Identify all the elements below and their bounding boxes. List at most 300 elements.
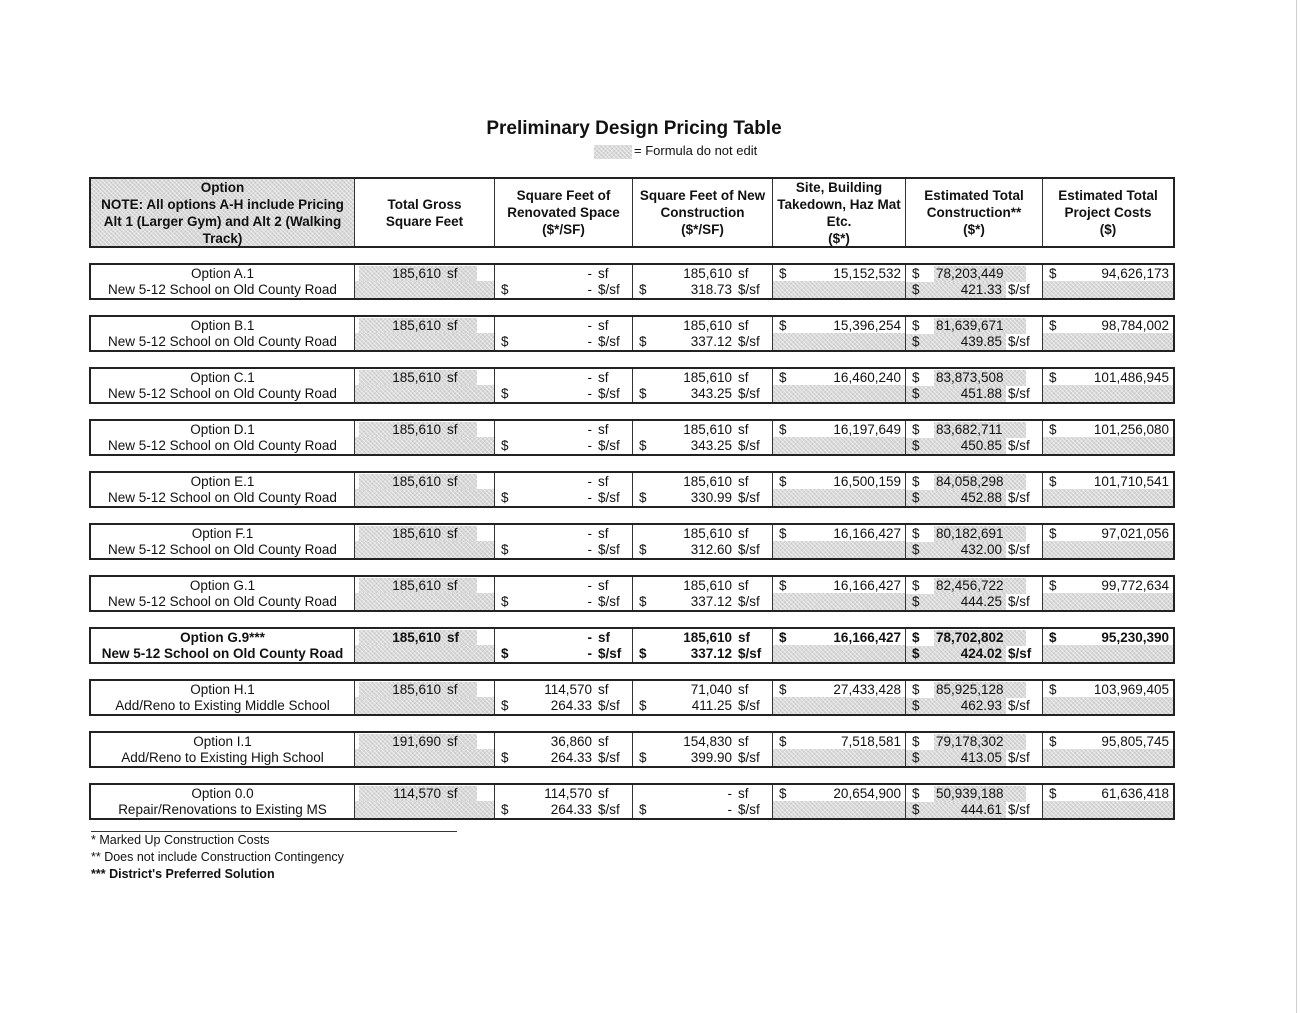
dollar-sign: $ (501, 594, 509, 609)
dollar-sign: $ (912, 750, 920, 765)
gross-value: 114,570 (393, 786, 441, 801)
new-sf-unit: sf (738, 526, 749, 541)
dollar-sign: $ (912, 490, 920, 505)
site-cell (773, 265, 906, 298)
site-cell (773, 577, 906, 610)
dollar-sign: $ (779, 474, 787, 489)
dollar-sign: $ (639, 646, 647, 661)
option-description: Add/Reno to Existing High School (121, 750, 324, 765)
option-cell (91, 317, 355, 350)
renovated-cell (495, 629, 633, 662)
formula-fill (1043, 489, 1173, 506)
dollar-sign: $ (912, 698, 920, 713)
project-cell (1043, 785, 1173, 818)
new-psf-unit: $/sf (738, 282, 760, 297)
project-total: 103,969,405 (1093, 682, 1169, 697)
renovated-cell (495, 785, 633, 818)
new-sf-unit: sf (738, 682, 749, 697)
table-row (89, 575, 1175, 612)
dollar-sign: $ (1049, 682, 1057, 697)
renovated-cost-psf: 264.33 (550, 802, 592, 817)
formula-fill (1043, 385, 1173, 402)
construction-total: 80,182,691 (934, 526, 1026, 542)
site-cell (773, 629, 906, 662)
dollar-sign: $ (1049, 526, 1057, 541)
construction-cell (906, 473, 1043, 506)
formula-fill (355, 385, 494, 402)
dollar-sign: $ (779, 526, 787, 541)
construction-cell (906, 317, 1043, 350)
new-sf-unit: sf (738, 370, 749, 385)
dollar-sign: $ (639, 698, 647, 713)
renovated-cell (495, 317, 633, 350)
construction-psf: 424.02 (960, 646, 1002, 661)
dollar-sign: $ (501, 698, 509, 713)
new-construction-cell (633, 525, 773, 558)
renovated-sf: - (587, 422, 592, 437)
formula-fill (355, 541, 494, 558)
formula-fill (1043, 697, 1173, 714)
new-psf-unit: $/sf (738, 646, 762, 661)
new-cost-psf: 411.25 (691, 698, 732, 713)
gross-unit: sf (447, 318, 458, 333)
formula-fill (1043, 749, 1173, 766)
header-total-gross: Total Gross Square Feet (355, 179, 495, 246)
site-cell (773, 785, 906, 818)
renovated-cost-psf: - (587, 646, 592, 661)
site-cost: 16,500,159 (833, 474, 901, 489)
dollar-sign: $ (639, 802, 647, 817)
new-construction-cell (633, 317, 773, 350)
renovated-cost-psf: - (587, 542, 592, 557)
gross-formula (359, 526, 477, 542)
new-construction-cell (633, 473, 773, 506)
renovated-psf-unit: $/sf (598, 490, 620, 505)
gross-cell (355, 629, 495, 662)
project-cell (1043, 681, 1173, 714)
formula-fill (355, 437, 494, 454)
new-cost-psf: 330.99 (690, 490, 732, 505)
new-sf-unit: sf (738, 734, 749, 749)
site-cell (773, 681, 906, 714)
dollar-sign: $ (1049, 474, 1057, 489)
construction-psf-unit: $/sf (1006, 490, 1042, 506)
project-cell (1043, 629, 1173, 662)
gross-unit: sf (447, 526, 458, 541)
gross-cell (355, 473, 495, 506)
gross-cell (355, 421, 495, 454)
new-cost-psf: 337.12 (690, 594, 732, 609)
new-sf-unit: sf (738, 266, 749, 281)
dollar-sign: $ (912, 578, 920, 593)
gross-unit: sf (447, 630, 460, 645)
gross-value: 185,610 (392, 682, 441, 697)
dollar-sign: $ (501, 438, 509, 453)
project-cell (1043, 369, 1173, 402)
formula-fill (1043, 541, 1173, 558)
formula-legend (594, 143, 757, 159)
construction-psf: 451.88 (960, 386, 1002, 401)
dollar-sign: $ (912, 370, 920, 385)
construction-cell (906, 265, 1043, 298)
new-psf-unit: $/sf (738, 750, 760, 765)
gross-formula (359, 630, 477, 646)
table-header (89, 177, 1175, 248)
renovated-sf-unit: sf (598, 682, 609, 697)
renovated-cost-psf: - (587, 334, 592, 349)
dollar-sign: $ (912, 474, 920, 489)
site-cell (773, 733, 906, 766)
option-description: New 5-12 School on Old County Road (108, 282, 337, 297)
formula-fill (355, 333, 494, 350)
site-cost: 7,518,581 (840, 734, 901, 749)
gross-value: 185,610 (392, 578, 441, 593)
option-cell (91, 473, 355, 506)
new-psf-unit: $/sf (738, 490, 760, 505)
dollar-sign: $ (912, 422, 920, 437)
new-sf: 185,610 (683, 630, 732, 645)
site-cost: 15,152,532 (833, 266, 901, 281)
option-cell (91, 421, 355, 454)
renovated-sf-unit: sf (598, 630, 611, 645)
table-row (89, 471, 1175, 508)
renovated-cell (495, 525, 633, 558)
renovated-psf-unit: $/sf (598, 646, 622, 661)
gross-formula (359, 682, 477, 698)
renovated-sf: 114,570 (544, 786, 592, 801)
site-cell (773, 421, 906, 454)
renovated-sf: - (587, 370, 592, 385)
table-row (89, 731, 1175, 768)
option-description: New 5-12 School on Old County Road (108, 334, 337, 349)
formula-fill (355, 489, 494, 506)
gross-cell (355, 733, 495, 766)
gross-cell (355, 785, 495, 818)
option-cell (91, 785, 355, 818)
dollar-sign: $ (779, 266, 787, 281)
gross-unit: sf (447, 682, 458, 697)
construction-cell (906, 629, 1043, 662)
new-sf-unit: sf (738, 474, 749, 489)
project-cell (1043, 265, 1173, 298)
site-cost: 16,166,427 (833, 630, 901, 645)
formula-fill (1043, 437, 1173, 454)
renovated-cell (495, 265, 633, 298)
site-cost: 15,396,254 (833, 318, 901, 333)
table-row (89, 315, 1175, 352)
dollar-sign: $ (1049, 370, 1057, 385)
option-name: Option E.1 (190, 474, 255, 489)
formula-fill (355, 749, 494, 766)
dollar-sign: $ (639, 282, 647, 297)
new-psf-unit: $/sf (738, 438, 760, 453)
renovated-sf: - (587, 318, 592, 333)
dollar-sign: $ (501, 646, 509, 661)
new-sf: 185,610 (683, 370, 732, 385)
option-description: New 5-12 School on Old County Road (108, 438, 337, 453)
renovated-sf-unit: sf (598, 474, 609, 489)
construction-total: 85,925,128 (934, 682, 1026, 698)
construction-psf: 450.85 (960, 438, 1002, 453)
renovated-psf-unit: $/sf (598, 438, 620, 453)
new-sf-unit: sf (738, 578, 749, 593)
renovated-sf-unit: sf (598, 578, 609, 593)
dollar-sign: $ (1049, 630, 1057, 645)
construction-total: 84,058,298 (934, 474, 1026, 490)
construction-cell (906, 733, 1043, 766)
header-est-construction: Estimated Total Construction** ($*) (906, 179, 1043, 246)
option-cell (91, 265, 355, 298)
construction-psf-unit: $/sf (1006, 646, 1042, 662)
dollar-sign: $ (639, 542, 647, 557)
dollar-sign: $ (912, 334, 920, 349)
new-psf-unit: $/sf (738, 542, 760, 557)
gross-cell (355, 577, 495, 610)
construction-total: 50,939,188 (934, 786, 1026, 802)
renovated-psf-unit: $/sf (598, 698, 620, 713)
formula-fill (773, 749, 905, 766)
formula-fill (1043, 645, 1173, 662)
dollar-sign: $ (779, 318, 787, 333)
dollar-sign: $ (912, 786, 920, 801)
dollar-sign: $ (912, 438, 920, 453)
new-sf: 185,610 (683, 526, 732, 541)
site-cell (773, 369, 906, 402)
dollar-sign: $ (912, 266, 920, 281)
site-cost: 27,433,428 (833, 682, 901, 697)
site-cost: 20,654,900 (833, 786, 901, 801)
construction-psf: 444.25 (960, 594, 1002, 609)
construction-psf-unit: $/sf (1006, 542, 1042, 558)
gross-unit: sf (447, 474, 458, 489)
construction-psf-unit: $/sf (1006, 386, 1042, 402)
dollar-sign: $ (639, 334, 647, 349)
construction-psf-unit: $/sf (1006, 594, 1042, 610)
footnotes (91, 832, 344, 883)
dollar-sign: $ (912, 526, 920, 541)
formula-fill (355, 801, 494, 818)
option-description: New 5-12 School on Old County Road (101, 646, 344, 661)
dollar-sign: $ (1049, 734, 1057, 749)
header-option: Option NOTE: All options A-H include Pricing Alt 1 (Larger Gym) and Alt 2 (Walking Track) (91, 179, 355, 246)
dollar-sign: $ (912, 646, 920, 661)
gross-unit: sf (447, 786, 458, 801)
renovated-cell (495, 577, 633, 610)
dollar-sign: $ (912, 802, 920, 817)
gross-value: 185,610 (392, 266, 441, 281)
new-construction-cell (633, 785, 773, 818)
new-cost-psf: 312.60 (690, 542, 732, 557)
option-description: New 5-12 School on Old County Road (108, 594, 337, 609)
dollar-sign: $ (912, 386, 920, 401)
dollar-sign: $ (779, 786, 787, 801)
formula-fill (773, 541, 905, 558)
construction-cell (906, 577, 1043, 610)
formula-fill (1043, 281, 1173, 298)
gross-formula (359, 370, 477, 386)
new-cost-psf: 343.25 (690, 438, 732, 453)
gross-value: 185,610 (392, 318, 441, 333)
renovated-psf-unit: $/sf (598, 334, 620, 349)
renovated-psf-unit: $/sf (598, 802, 620, 817)
construction-psf: 462.93 (960, 698, 1002, 713)
dollar-sign: $ (1049, 578, 1057, 593)
renovated-cost-psf: - (587, 386, 592, 401)
dollar-sign: $ (1049, 786, 1057, 801)
dollar-sign: $ (639, 386, 647, 401)
new-cost-psf: 337.12 (690, 646, 732, 661)
dollar-sign: $ (1049, 318, 1057, 333)
new-construction-cell (633, 369, 773, 402)
header-est-project: Estimated Total Project Costs ($) (1058, 188, 1158, 237)
project-total: 101,486,945 (1093, 370, 1169, 385)
option-description: New 5-12 School on Old County Road (108, 490, 337, 505)
footnote-1: * Marked Up Construction Costs (91, 833, 270, 847)
renovated-cell (495, 369, 633, 402)
option-cell (91, 629, 355, 662)
new-sf: 71,040 (690, 682, 732, 697)
option-name: Option A.1 (190, 266, 255, 281)
new-psf-unit: $/sf (738, 698, 760, 713)
option-name: Option G.1 (189, 578, 256, 593)
formula-fill (355, 697, 494, 714)
table-row (89, 367, 1175, 404)
site-cell (773, 317, 906, 350)
dollar-sign: $ (501, 802, 509, 817)
site-cell (773, 473, 906, 506)
dollar-sign: $ (501, 386, 509, 401)
dollar-sign: $ (639, 490, 647, 505)
formula-fill (773, 593, 905, 610)
option-name: Option H.1 (190, 682, 255, 697)
dollar-sign: $ (779, 734, 787, 749)
renovated-psf-unit: $/sf (598, 386, 620, 401)
new-sf: 185,610 (683, 474, 732, 489)
option-name: Option 0.0 (191, 786, 254, 801)
project-total: 95,805,745 (1101, 734, 1169, 749)
project-cell (1043, 733, 1173, 766)
option-cell (91, 681, 355, 714)
header-site: Site, Building Takedown, Haz Mat Etc. ($*) (773, 179, 906, 246)
construction-psf-unit: $/sf (1006, 282, 1042, 298)
new-sf-unit: sf (738, 318, 749, 333)
formula-fill (773, 697, 905, 714)
gross-unit: sf (447, 578, 458, 593)
new-sf-unit: sf (738, 786, 749, 801)
new-sf: 154,830 (683, 734, 732, 749)
renovated-sf: - (587, 578, 592, 593)
option-description: New 5-12 School on Old County Road (108, 386, 337, 401)
project-cell (1043, 525, 1173, 558)
dollar-sign: $ (912, 542, 920, 557)
gross-formula (359, 734, 477, 750)
construction-psf: 432.00 (960, 542, 1002, 557)
new-construction-cell (633, 265, 773, 298)
new-sf: 185,610 (683, 318, 732, 333)
formula-fill (1043, 333, 1173, 350)
renovated-cost-psf: 264.33 (550, 698, 592, 713)
formula-fill (773, 281, 905, 298)
new-cost-psf: 318.73 (690, 282, 732, 297)
table-row (89, 783, 1175, 820)
dollar-sign: $ (501, 282, 509, 297)
renovated-psf-unit: $/sf (598, 750, 620, 765)
gross-cell (355, 265, 495, 298)
construction-psf: 421.33 (960, 282, 1002, 297)
new-cost-psf: 343.25 (690, 386, 732, 401)
construction-psf-unit: $/sf (1006, 750, 1042, 766)
formula-fill (355, 281, 494, 298)
gross-value: 185,610 (392, 370, 441, 385)
gross-formula (359, 266, 477, 282)
gross-value: 185,610 (392, 422, 441, 437)
option-name: Option D.1 (190, 422, 255, 437)
renovated-psf-unit: $/sf (598, 282, 620, 297)
construction-psf: 444.61 (960, 802, 1002, 817)
dollar-sign: $ (912, 594, 920, 609)
renovated-cell (495, 733, 633, 766)
header-new-construction: Square Feet of New Construction ($*/SF) (633, 179, 773, 246)
formula-swatch (594, 145, 632, 159)
formula-fill (355, 645, 494, 662)
construction-cell (906, 421, 1043, 454)
new-psf-unit: $/sf (738, 386, 760, 401)
option-cell (91, 577, 355, 610)
gross-unit: sf (447, 370, 458, 385)
option-description: Add/Reno to Existing Middle School (115, 698, 330, 713)
option-cell (91, 733, 355, 766)
option-name: Option I.1 (193, 734, 252, 749)
gross-formula (359, 786, 477, 802)
renovated-psf-unit: $/sf (598, 594, 620, 609)
renovated-cost-psf: - (587, 438, 592, 453)
gross-unit: sf (447, 734, 458, 749)
new-sf-unit: sf (738, 422, 749, 437)
renovated-sf-unit: sf (598, 786, 609, 801)
dollar-sign: $ (912, 630, 920, 645)
renovated-cell (495, 473, 633, 506)
renovated-sf-unit: sf (598, 422, 609, 437)
renovated-sf-unit: sf (598, 266, 609, 281)
project-total: 98,784,002 (1101, 318, 1169, 333)
table-row (89, 263, 1175, 300)
construction-total: 82,456,722 (934, 578, 1026, 594)
gross-cell (355, 681, 495, 714)
option-cell (91, 369, 355, 402)
dollar-sign: $ (501, 334, 509, 349)
renovated-sf-unit: sf (598, 318, 609, 333)
new-sf-unit: sf (738, 630, 751, 645)
new-construction-cell (633, 421, 773, 454)
formula-fill (773, 645, 905, 662)
project-cell (1043, 577, 1173, 610)
new-cost-psf: 399.90 (690, 750, 732, 765)
renovated-sf: - (587, 474, 592, 489)
legend-text: = Formula do not edit (634, 143, 758, 158)
header-renovated: Square Feet of Renovated Space ($*/SF) (495, 179, 633, 246)
table-row (89, 627, 1175, 664)
construction-total: 78,702,802 (934, 630, 1026, 646)
project-total: 101,710,541 (1093, 474, 1169, 489)
new-construction-cell (633, 577, 773, 610)
construction-cell (906, 785, 1043, 818)
new-cost-psf: - (727, 802, 732, 817)
formula-fill (773, 333, 905, 350)
dollar-sign: $ (501, 490, 509, 505)
option-description: New 5-12 School on Old County Road (108, 542, 337, 557)
option-name: Option C.1 (190, 370, 255, 385)
gross-value: 191,690 (392, 734, 441, 749)
